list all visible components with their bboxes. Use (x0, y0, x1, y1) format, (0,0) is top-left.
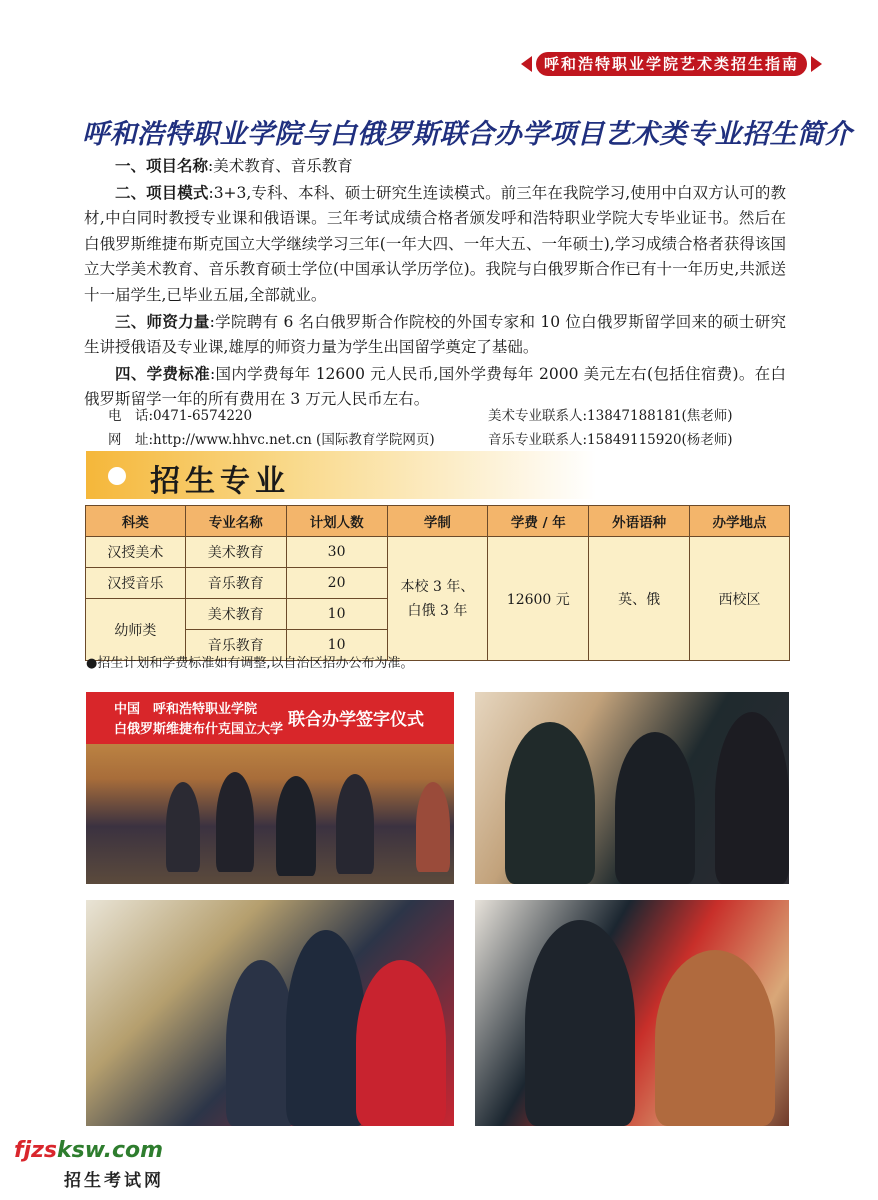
section-4-text: :国内学费每年 12600 元人民币,国外学费每年 2000 美元左右(包括住宿费)。在白俄罗斯留学一年的所有费用在 3 万元人民币左右。 (84, 364, 786, 409)
watermark-logo (14, 1138, 163, 1163)
photo-figure (655, 950, 775, 1126)
header-tag-text: 呼和浩特职业学院艺术类招生指南 (536, 52, 807, 76)
watermark-subtitle: 招生考试网 (64, 1171, 164, 1191)
photo-figure (505, 722, 595, 884)
section-4-label: 四、学费标准 (115, 363, 210, 383)
photo-figure (276, 776, 316, 876)
duration-line-2: 白俄 3 年 (407, 602, 468, 619)
photo-music-lesson (475, 900, 789, 1126)
section-1-label: 一、项目名称 (115, 156, 209, 175)
section-2-text: :3+3,专科、本科、硕士研究生连读模式。前三年在我院学习,使用中白双方认可的教材,中白同时教授专业课和俄语课。三年考试成绩合格者颁发呼和浩特职业学院大专毕业证书。然后在白俄罗斯维捷布斯克国立大学继续学习三年(一年大四、一年大五、一年硕士),学习成绩合格者获得该国立大学美术教育、音乐教育硕士学位(中国承认学历学位)。我院与白俄罗斯合作已有十一年历史,共派送十一届学生,已毕业五届,全部就业。 (84, 183, 786, 304)
table-note: ●招生计划和学费标准如有调整,以自治区招办公布为准。 (86, 656, 414, 671)
header-language: 外语语种 (589, 506, 690, 537)
triangle-right-icon (811, 56, 822, 72)
contact-music: 音乐专业联系人:15849115920(杨老师) (488, 432, 733, 448)
cell-category: 幼师类 (86, 599, 186, 661)
ceremony-banner-line-2: 白俄罗斯维捷布什克国立大学 (114, 722, 284, 737)
header-fee: 学费 / 年 (488, 506, 589, 537)
header-duration: 学制 (387, 506, 488, 537)
photo-figure (356, 960, 446, 1126)
cell-location: 西校区 (690, 537, 790, 661)
cell-category: 汉授美术 (86, 537, 186, 568)
photo-figure (336, 774, 374, 874)
contact-phone: 电 话:0471-6574220 (108, 408, 253, 424)
cell-major: 美术教育 (185, 537, 286, 568)
watermark-logo-b: ksw.com (57, 1138, 164, 1163)
cell-count: 30 (286, 537, 387, 568)
header-location: 办学地点 (690, 506, 790, 537)
photo-figure (286, 930, 366, 1126)
duration-line-1: 本校 3 年、 (400, 578, 475, 595)
contact-web: 网 址:http://www.hhvc.net.cn (国际教育学院网页) (108, 432, 435, 448)
cell-count: 10 (286, 599, 387, 630)
contact-art: 美术专业联系人:13847188181(焦老师) (488, 408, 733, 424)
section-3-label: 三、师资力量 (115, 311, 210, 331)
section-3-text: :学院聘有 6 名白俄罗斯合作院校的外国专家和 10 位白俄罗斯留学回来的硕士研究生讲授俄语及专业课,雄厚的师资力量为学生出国留学奠定了基础。 (84, 312, 786, 357)
photo-figure (216, 772, 254, 872)
bullet-icon (108, 467, 126, 485)
photo-signing-ceremony (86, 692, 454, 884)
body-text (84, 153, 786, 413)
cell-major: 音乐教育 (185, 568, 286, 599)
header-count: 计划人数 (286, 506, 387, 537)
photo-figure (525, 920, 635, 1126)
triangle-left-icon (521, 56, 532, 72)
cell-duration (387, 537, 488, 661)
header-category: 科类 (86, 506, 186, 537)
cell-major: 美术教育 (185, 599, 286, 630)
cell-category: 汉授音乐 (86, 568, 186, 599)
cell-count: 20 (286, 568, 387, 599)
header-major: 专业名称 (185, 506, 286, 537)
photo-figure (715, 712, 789, 884)
section-2-label: 二、项目模式 (115, 182, 209, 202)
majors-table (85, 505, 790, 661)
table-row (86, 537, 790, 568)
header-tag (521, 51, 822, 77)
cell-count: 10 (286, 630, 387, 661)
section-3 (84, 309, 786, 361)
cell-language: 英、俄 (589, 537, 690, 661)
photo-figure (615, 732, 695, 884)
majors-section-banner (86, 451, 596, 499)
watermark (14, 1138, 184, 1191)
photo-toast (475, 692, 789, 884)
watermark-logo-a: fjzs (14, 1138, 58, 1163)
ceremony-banner (86, 692, 454, 744)
photo-figure (166, 782, 200, 872)
ceremony-banner-line-1: 中国 呼和浩特职业学院 (114, 702, 258, 717)
cell-major: 音乐教育 (185, 630, 286, 661)
table-header-row (86, 506, 790, 537)
section-1-text: :美术教育、音乐教育 (208, 157, 353, 175)
page-title: 呼和浩特职业学院与白俄罗斯联合办学项目艺术类专业招生简介 (82, 119, 852, 150)
ceremony-banner-title: 联合办学签字仪式 (288, 710, 424, 730)
section-2 (84, 180, 786, 309)
cell-fee: 12600 元 (488, 537, 589, 661)
photo-figure (416, 782, 450, 872)
photo-art-class (86, 900, 454, 1126)
majors-section-title: 招生专业 (150, 464, 290, 499)
section-1 (84, 153, 786, 180)
